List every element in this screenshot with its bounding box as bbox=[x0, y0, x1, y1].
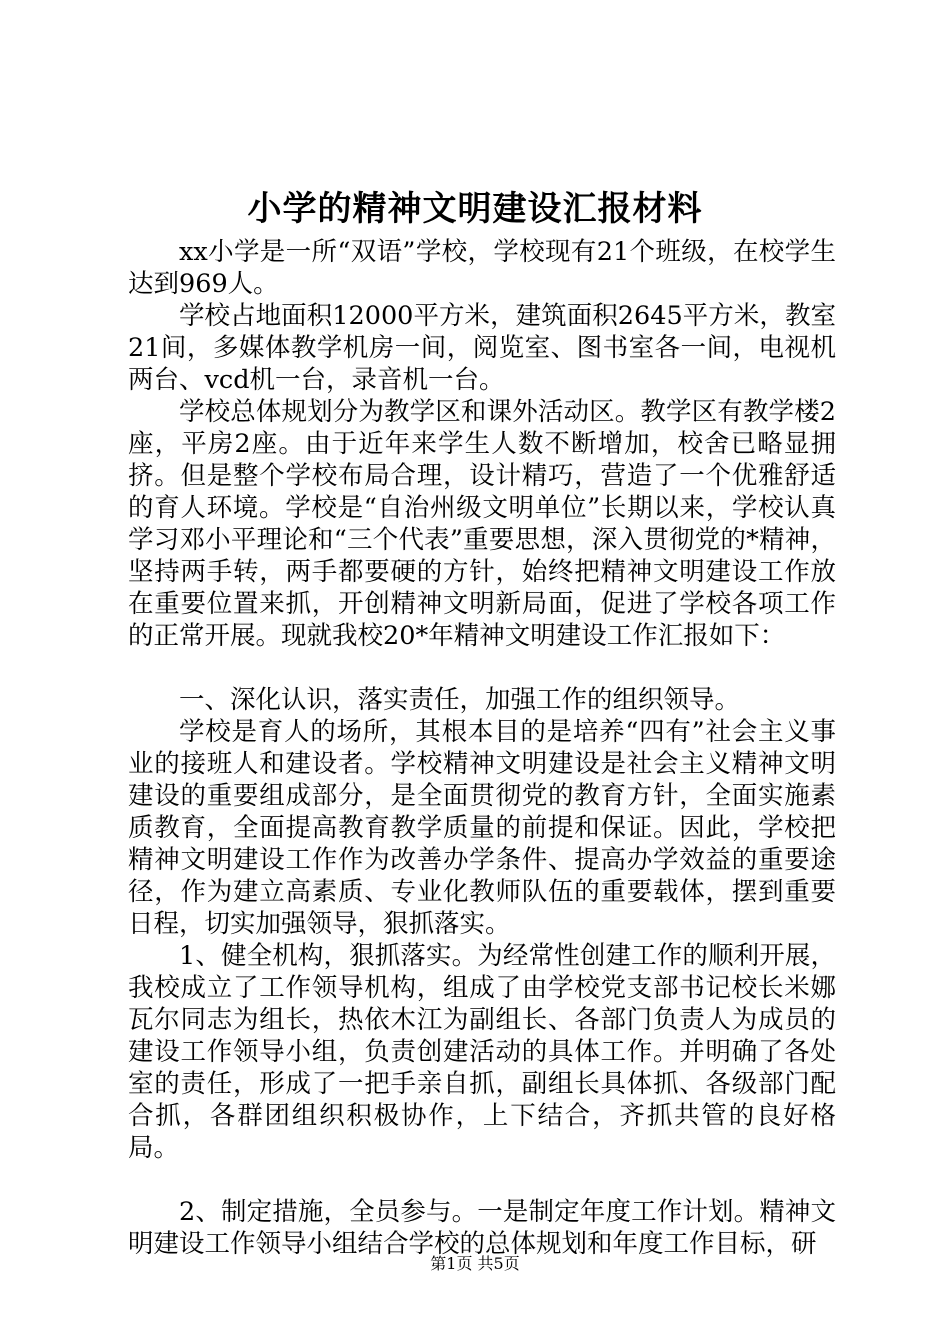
paragraph-facilities: 学校占地面积12000平方米，建筑面积2645平方米，教室21间，多媒体教学机房一间，阅览室、图书室各一间，电视机两台、vcd机一台，录音机一台。 bbox=[128, 301, 836, 395]
paragraph-item-2: 2、制定措施，全员参与。一是制定年度工作计划。精神文明建设工作领导小组结合学校的总体规划和年度工作目标，研 bbox=[128, 1197, 836, 1259]
paragraph-planning: 学校总体规划分为教学区和课外活动区。教学区有教学楼2座，平房2座。由于近年来学生人数不断增加，校舍已略显拥挤。但是整个学校布局合理，设计精巧，营造了一个优雅舒适的育人环境。学校是“自治州级文明单位”长期以来，学校认真学习邓小平理论和“三个代表”重要思想，深入贯彻党的*精神，坚持两手转，两手都要硬的方针，始终把精神文明建设工作放在重要位置来抓，开创精神文明新局面，促进了学校各项工作的正常开展。现就我校20*年精神文明建设工作汇报如下： bbox=[128, 397, 836, 651]
document-title: 小学的精神文明建设汇报材料 bbox=[247, 189, 703, 229]
page-footer: 第1页 共5页 bbox=[430, 1254, 520, 1273]
paragraph-intro: xx小学是一所“双语”学校，学校现有21个班级，在校学生达到969人。 bbox=[128, 237, 836, 299]
paragraph-gap bbox=[128, 1164, 836, 1196]
paragraph-gap bbox=[128, 652, 836, 684]
paragraph-section-1: 学校是育人的场所，其根本目的是培养“四有”社会主义事业的接班人和建设者。学校精神文明建设是社会主义精神文明建设的重要组成部分，是全面贯彻党的教育方针，全面实施素质教育，全面提高教育教学质量的前提和保证。因此，学校把精神文明建设工作作为改善办学条件、提高办学效益的重要途径，作为建立高素质、专业化教师队伍的重要载体，摆到重要日程，切实加强领导，狠抓落实。 bbox=[128, 717, 836, 939]
section-heading-1: 一、深化认识，落实责任，加强工作的组织领导。 bbox=[179, 685, 741, 715]
paragraph-item-1: 1、健全机构，狠抓落实。为经常性创建工作的顺利开展，我校成立了工作领导机构，组成了由学校党支部书记校长米娜瓦尔同志为组长，热依木江为副组长、各部门负责人为成员的建设工作领导小组，负责创建活动的具体工作。并明确了各处室的责任，形成了一把手亲自抓，副组长具体抓、各级部门配合抓，各群团组织积极协作，上下结合，齐抓共管的良好格局。 bbox=[128, 941, 836, 1163]
document-body bbox=[128, 236, 836, 1260]
